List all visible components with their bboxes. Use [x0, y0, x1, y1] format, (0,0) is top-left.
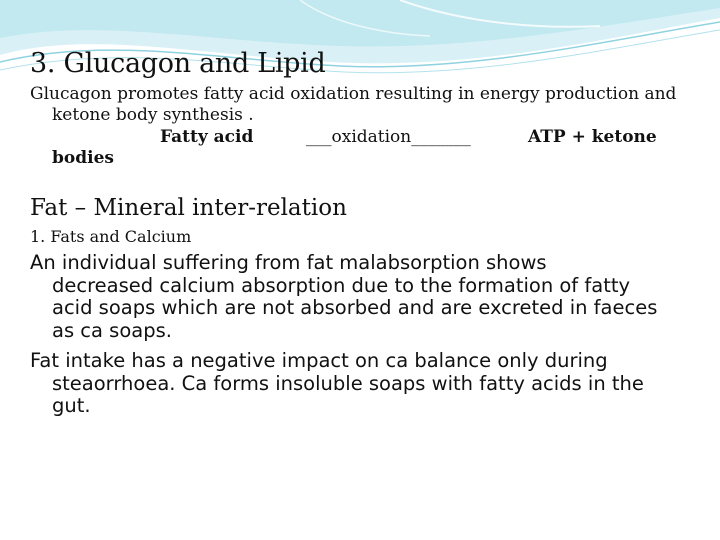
- paragraph-line: An individual suffering from fat malabsorption shows: [30, 251, 547, 274]
- paragraph-calcium-malabsorption: [30, 252, 690, 342]
- subsection-heading: 1. Fats and Calcium: [30, 227, 192, 246]
- paragraph-line: acid soaps which are not absorbed and are excreted in faeces: [52, 296, 658, 319]
- paragraph-line: decreased calcium absorption due to the formation of fatty: [52, 273, 631, 297]
- paragraph-line: Fat intake has a negative impact on ca balance only during: [30, 349, 608, 372]
- paragraph-line: as ca soaps.: [52, 318, 172, 342]
- reaction-substrate: Fatty acid: [160, 127, 254, 147]
- slide-title: 3. Glucagon and Lipid: [30, 48, 326, 79]
- intro-line-2: ketone body synthesis .: [52, 105, 254, 125]
- reaction-arrow-label: ___oxidation_______: [306, 127, 471, 147]
- paragraph-line: gut.: [52, 394, 91, 417]
- paragraph-line: steaorrhoea. Ca forms insoluble soaps with fatty acids in the: [52, 371, 644, 395]
- intro-line-1: Glucagon promotes fatty acid oxidation resulting in energy production and: [30, 84, 677, 104]
- reaction-products-continued: bodies: [52, 148, 114, 168]
- reaction-products: ATP + ketone: [528, 127, 657, 147]
- paragraph-fat-intake: [30, 350, 690, 418]
- section-heading: Fat – Mineral inter-relation: [30, 195, 347, 221]
